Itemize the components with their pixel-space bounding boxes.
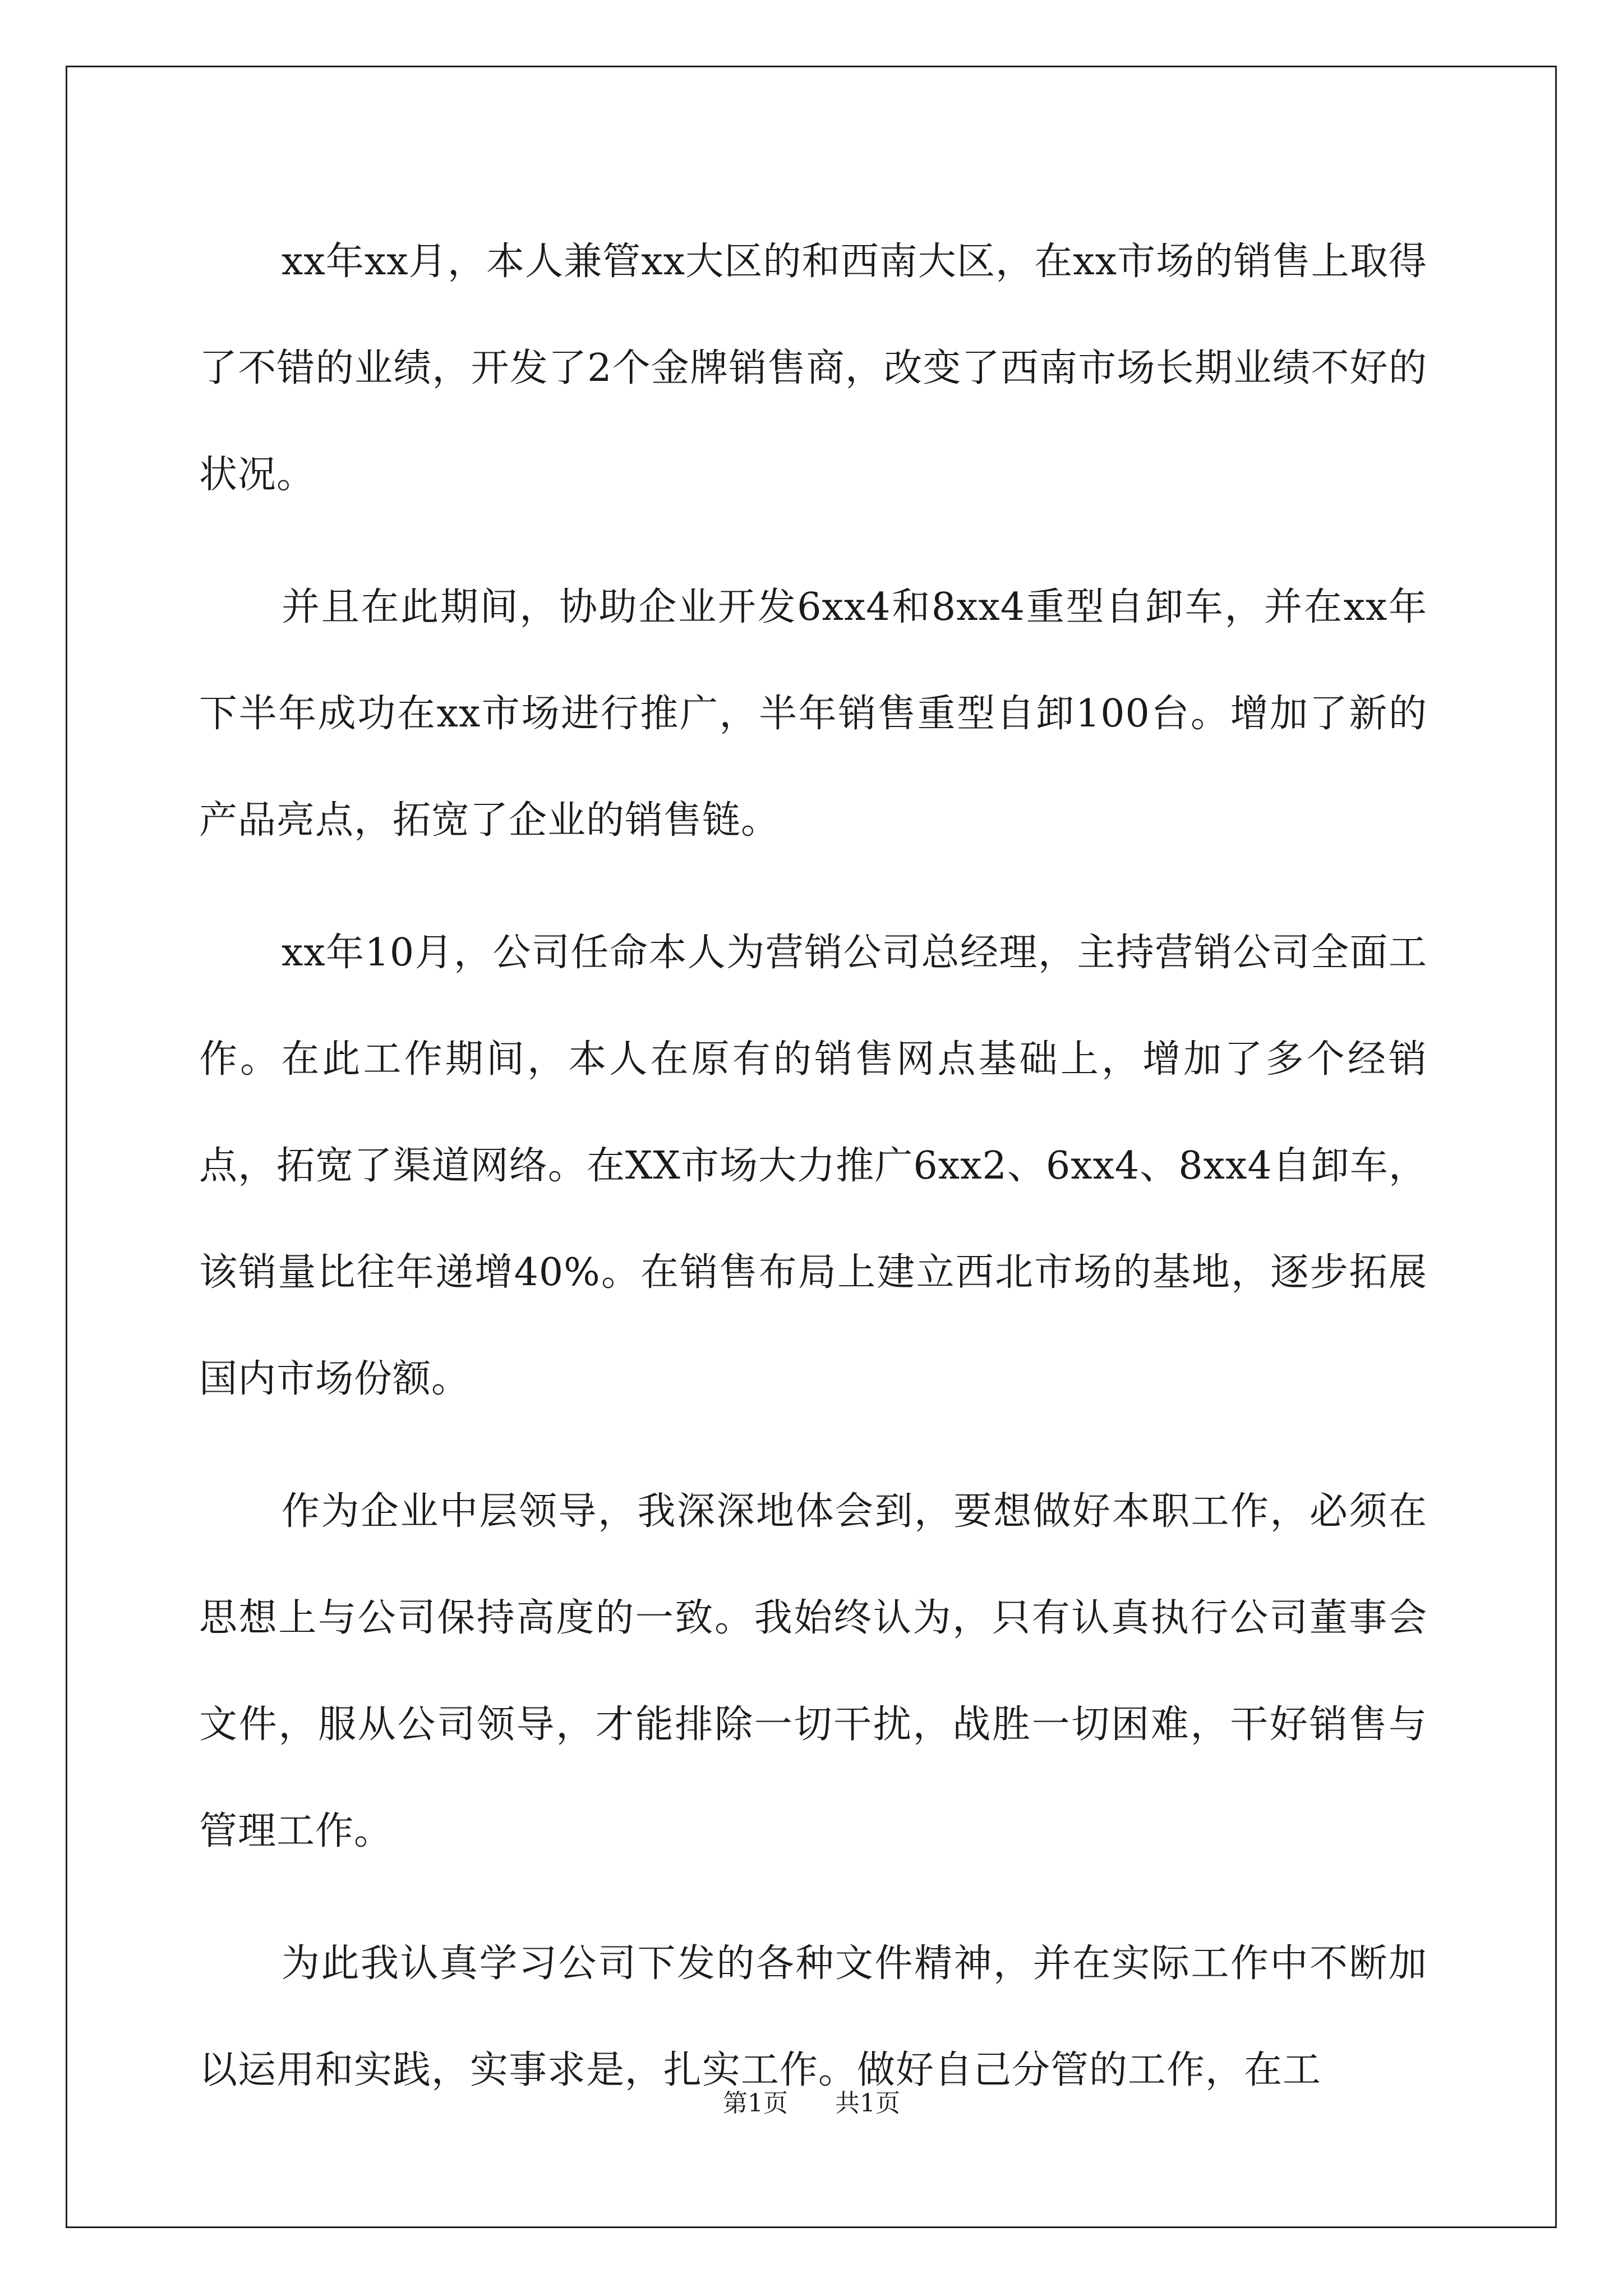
paragraph: xx年xx月，本人兼管xx大区的和西南大区，在xx市场的销售上取得了不错的业绩，开发了2个金牌销售商，改变了西南市场长期业绩不好的状况。 xyxy=(199,240,1427,497)
paragraph: xx年10月，公司任命本人为营销公司总经理，主持营销公司全面工作。在此工作期间，本人在原有的销售网点基础上，增加了多个经销点，拓宽了渠道网络。在XX市场大力推广6xx2、6xx4、8xx4自卸车，该销量比往年递增40%。在销售布局上建立西北市场的基地，逐步拓展国内市场份额。 xyxy=(199,931,1427,1401)
page-number-total: 共1页 xyxy=(835,2089,900,2118)
page-number-current: 第1页 xyxy=(723,2089,788,2118)
paragraph: 作为企业中层领导，我深深地体会到，要想做好本职工作，必须在思想上与公司保持高度的一致。我始终认为，只有认真执行公司董事会文件，服从公司领导，才能排除一切干扰，战胜一切困难，干好销售与管理工作。 xyxy=(199,1489,1427,1853)
document-body xyxy=(199,209,1427,2150)
page-footer xyxy=(0,2087,1623,2120)
paragraph: 并且在此期间，协助企业开发6xx4和8xx4重型自卸车，并在xx年下半年成功在xx市场进行推广，半年销售重型自卸100台。增加了新的产品亮点，拓宽了企业的销售链。 xyxy=(199,585,1427,843)
paragraph: 为此我认真学习公司下发的各种文件精神，并在实际工作中不断加以运用和实践，实事求是，扎实工作。做好自己分管的工作，在工 xyxy=(199,1941,1427,2092)
